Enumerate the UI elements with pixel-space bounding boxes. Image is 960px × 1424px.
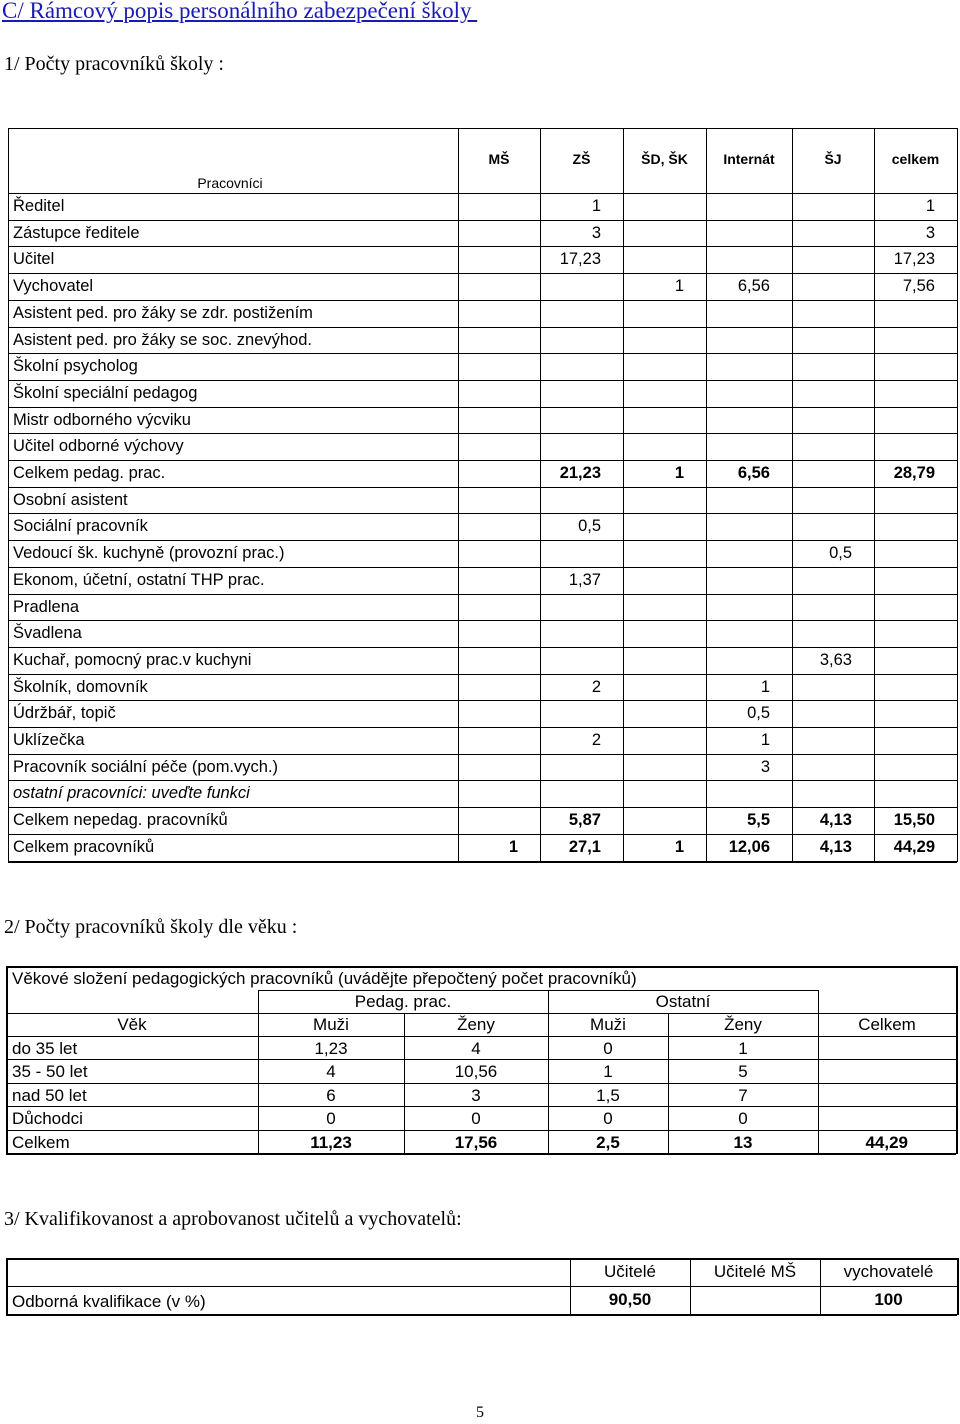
grid-line [792, 273, 793, 300]
table-cell: 28,79 [893, 464, 935, 482]
grid-line [957, 128, 958, 862]
grid-line [623, 754, 624, 780]
grid-line [623, 327, 624, 353]
grid-line [706, 487, 707, 513]
grid-line [623, 700, 624, 727]
grid-line [458, 513, 459, 540]
grid-line [540, 433, 541, 460]
grid-line [623, 353, 624, 380]
grid-line [874, 407, 875, 433]
row-label: Učitel odborné výchovy [13, 437, 184, 456]
grid-line [874, 700, 875, 727]
table-cell: 4 [326, 1062, 336, 1082]
grid-line [458, 327, 459, 353]
grid-line [792, 300, 793, 327]
row-label: nad 50 let [12, 1085, 87, 1105]
grid-line [874, 380, 875, 407]
grid-line [458, 780, 459, 807]
table-cell: 12,06 [728, 837, 770, 856]
table-cell: 0,5 [578, 517, 601, 536]
grid-line [458, 407, 459, 433]
age-table-title: Věkové složení pedagogických pracovníků (uvádějte přepočtený počet pracovníků) [12, 969, 637, 988]
grid-line [8, 567, 957, 568]
table-cell: 100 [874, 1290, 903, 1309]
grid-line [623, 246, 624, 273]
table-cell: 0 [603, 1039, 613, 1058]
table-cell: 2 [591, 731, 601, 749]
grid-line [792, 380, 793, 407]
row-label: Mistr odborného výcviku [13, 410, 191, 429]
row-label: Švadlena [13, 624, 82, 643]
grid-line [540, 300, 541, 327]
table-cell: 2 [591, 677, 601, 696]
column-header: Muži [590, 1015, 626, 1034]
row-label: Odborná kvalifikace (v %) [12, 1292, 206, 1311]
row-label: Pradlena [13, 597, 80, 616]
row-label: ostatní pracovníci: uveďte funkci [13, 784, 250, 803]
section-1-title: 1/ Počty pracovníků školy : [4, 53, 224, 75]
grid-line [540, 273, 541, 300]
row-label: Vychovatel [13, 277, 94, 296]
grid-line [792, 193, 793, 220]
table-cell: 90,50 [608, 1290, 652, 1309]
column-header: ŠD, ŠK [641, 151, 688, 167]
grid-line [706, 353, 707, 380]
group-header-ostatni: Ostatní [655, 992, 711, 1011]
grid-line [8, 754, 957, 755]
grid-line [540, 700, 541, 727]
grid-line [8, 460, 957, 461]
table-cell: 1 [925, 197, 935, 215]
row-label: Celkem nepedag. pracovníků [13, 811, 228, 830]
grid-line [792, 567, 793, 594]
grid-line [706, 246, 707, 273]
grid-line [623, 727, 624, 754]
grid-line [6, 1314, 957, 1316]
table-cell: 0 [738, 1109, 748, 1129]
grid-line [458, 433, 459, 460]
grid-line [540, 754, 541, 780]
grid-line [623, 193, 624, 220]
row-label: Školní speciální pedagog [13, 383, 198, 402]
grid-line [258, 990, 818, 991]
grid-line [540, 487, 541, 513]
grid-line [792, 594, 793, 620]
grid-line [874, 754, 875, 780]
table-cell: 6,56 [737, 277, 770, 296]
grid-line [706, 780, 707, 807]
grid-line [8, 807, 957, 808]
table-cell: 5,87 [568, 811, 601, 830]
grid-line [792, 487, 793, 513]
grid-line [8, 128, 9, 861]
grid-line [8, 487, 957, 488]
table-cell: 2,5 [596, 1132, 620, 1152]
grid-line [458, 567, 459, 594]
grid-line [8, 834, 957, 835]
table-cell: 11,23 [310, 1132, 352, 1152]
row-label: Sociální pracovník [13, 517, 148, 536]
row-label: Školník, domovník [13, 677, 148, 696]
table-cell: 1 [760, 731, 770, 749]
table-cell: 1 [674, 464, 684, 482]
grid-line [540, 327, 541, 353]
row-label: Asistent ped. pro žáky se zdr. postižením [13, 303, 313, 322]
table-cell: 1 [760, 677, 770, 696]
grid-line [458, 594, 459, 620]
column-header: MŠ [488, 151, 510, 167]
column-header: Věk [117, 1015, 147, 1034]
grid-line [6, 1153, 956, 1155]
row-label: 35 - 50 let [12, 1062, 88, 1082]
grid-line [706, 380, 707, 407]
group-header-pedag: Pedag. prac. [354, 992, 452, 1011]
grid-line [458, 727, 459, 754]
grid-line [623, 567, 624, 594]
grid-line [458, 353, 459, 380]
grid-line [540, 780, 541, 807]
row-label: Uklízečka [13, 731, 85, 749]
table-cell: 15,50 [893, 811, 935, 830]
grid-line [623, 407, 624, 433]
grid-line [792, 513, 793, 540]
table-cell: 4,13 [819, 811, 852, 830]
grid-line [706, 300, 707, 327]
grid-line [8, 300, 957, 301]
grid-line [458, 620, 459, 647]
column-header: Ženy [724, 1015, 762, 1034]
grid-line [792, 220, 793, 246]
grid-line [8, 780, 957, 781]
grid-line [8, 620, 957, 621]
grid-line [458, 220, 459, 246]
grid-line [458, 540, 459, 567]
table-cell: 1,5 [596, 1085, 620, 1105]
table-cell: 3 [471, 1085, 481, 1105]
grid-line [706, 193, 707, 220]
grid-line [458, 807, 459, 834]
table-cell: 4,13 [819, 837, 852, 856]
table-cell: 3,63 [819, 650, 852, 669]
row-label: Ředitel [13, 197, 65, 215]
grid-line [874, 353, 875, 380]
grid-line [623, 380, 624, 407]
grid-line [8, 220, 957, 221]
section-2-title: 2/ Počty pracovníků školy dle věku : [4, 916, 298, 938]
table-cell: 6,56 [737, 464, 770, 482]
row-label: Celkem [12, 1132, 70, 1152]
table-cell: 1 [591, 197, 601, 215]
table-cell: 44,29 [865, 1132, 908, 1152]
table-cell: 7,56 [902, 277, 935, 296]
grid-line [8, 273, 957, 274]
grid-line [956, 966, 958, 1154]
grid-line [8, 353, 957, 354]
table-cell: 1,37 [568, 570, 601, 589]
grid-line [706, 647, 707, 674]
grid-line [623, 433, 624, 460]
row-label: Kuchař, pomocný prac.v kuchyni [13, 650, 252, 669]
grid-line [6, 966, 956, 968]
grid-line [874, 727, 875, 754]
table-cell: 3 [760, 757, 770, 776]
section-3-title: 3/ Kvalifikovanost a aprobovanost učitelů a vychovatelů: [4, 1208, 462, 1230]
grid-line [792, 353, 793, 380]
grid-line [706, 620, 707, 647]
grid-line [6, 1130, 956, 1131]
row-label: Pracovník sociální péče (pom.vych.) [13, 757, 279, 776]
grid-line [874, 300, 875, 327]
grid-line [818, 990, 819, 1013]
grid-line [706, 594, 707, 620]
grid-line [6, 1106, 956, 1107]
grid-line [458, 754, 459, 780]
table-cell: 0,5 [829, 544, 852, 563]
grid-line [706, 327, 707, 353]
column-header: Celkem [858, 1015, 916, 1034]
grid-line [458, 273, 459, 300]
grid-line [623, 300, 624, 327]
grid-line [623, 594, 624, 620]
table-cell: 0,5 [747, 704, 770, 723]
table-cell: 3 [591, 223, 601, 242]
grid-line [458, 300, 459, 327]
grid-line [6, 1013, 956, 1014]
page-number: 5 [476, 1404, 484, 1421]
grid-line [8, 594, 957, 595]
table-cell: 13 [733, 1132, 753, 1152]
column-header: ŠJ [824, 151, 842, 167]
grid-line [8, 380, 957, 381]
row-label: Školní psycholog [13, 357, 138, 376]
section-title: C/ Rámcový popis personálního zabezpečení školy [2, 0, 478, 23]
column-header: Učitelé [604, 1262, 656, 1281]
table-cell: 0 [603, 1109, 613, 1129]
grid-line [874, 620, 875, 647]
table-cell: 0 [471, 1109, 481, 1129]
grid-line [792, 780, 793, 807]
grid-line [623, 513, 624, 540]
grid-line [792, 327, 793, 353]
grid-line [792, 754, 793, 780]
grid-line [874, 513, 875, 540]
column-header: Učitelé MŠ [713, 1262, 797, 1281]
grid-line [874, 674, 875, 700]
grid-line [8, 727, 957, 728]
row-label: Celkem pedag. prac. [13, 464, 166, 482]
grid-line [792, 407, 793, 433]
column-header: Muži [313, 1015, 349, 1034]
grid-line [874, 567, 875, 594]
row-label: Asistent ped. pro žáky se soc. znevýhod. [13, 330, 312, 349]
column-header: Ženy [457, 1015, 495, 1034]
grid-line [874, 594, 875, 620]
grid-line [540, 594, 541, 620]
grid-line [623, 674, 624, 700]
grid-line [8, 540, 957, 541]
table-cell: 1 [674, 837, 684, 856]
grid-line [8, 246, 957, 247]
grid-line [792, 727, 793, 754]
grid-line [874, 487, 875, 513]
row-label: do 35 let [12, 1039, 78, 1058]
grid-line [458, 647, 459, 674]
grid-line [623, 487, 624, 513]
grid-line [623, 647, 624, 674]
grid-line [792, 246, 793, 273]
grid-line [706, 407, 707, 433]
grid-line [458, 246, 459, 273]
table-cell: 10,56 [454, 1062, 498, 1082]
grid-line [792, 674, 793, 700]
grid-line [623, 220, 624, 246]
table-cell: 5 [738, 1062, 748, 1082]
grid-line [540, 353, 541, 380]
grid-line [8, 861, 957, 863]
grid-line [792, 620, 793, 647]
grid-line [540, 620, 541, 647]
table-cell: 4 [471, 1039, 481, 1058]
grid-line [6, 1036, 956, 1037]
table-cell: 1 [738, 1039, 748, 1058]
grid-line [8, 327, 957, 328]
grid-line [540, 540, 541, 567]
row-label: Ekonom, účetní, ostatní THP prac. [13, 570, 265, 589]
table-cell: 17,56 [454, 1132, 498, 1152]
grid-line [957, 1258, 959, 1315]
column-header: vychovatelé [843, 1262, 934, 1281]
table-cell: 3 [925, 223, 935, 242]
grid-line [458, 380, 459, 407]
row-label: Důchodci [12, 1109, 83, 1129]
grid-line [458, 700, 459, 727]
grid-line [874, 433, 875, 460]
grid-line [792, 460, 793, 487]
grid-line [874, 647, 875, 674]
grid-line [8, 513, 957, 514]
grid-line [6, 1059, 956, 1060]
table-cell: 17,23 [893, 250, 935, 269]
grid-line [623, 540, 624, 567]
row-label: Celkem pracovníků [13, 837, 155, 856]
row-label: Osobní asistent [13, 490, 128, 509]
grid-line [792, 700, 793, 727]
grid-line [706, 540, 707, 567]
grid-line [6, 966, 8, 1154]
grid-line [706, 433, 707, 460]
grid-line [458, 460, 459, 487]
row-label: Zástupce ředitele [13, 223, 140, 242]
grid-line [706, 567, 707, 594]
grid-line [540, 647, 541, 674]
grid-line [8, 128, 957, 129]
grid-line [706, 513, 707, 540]
grid-line [874, 540, 875, 567]
row-label: Učitel [13, 250, 55, 269]
grid-line [540, 380, 541, 407]
grid-line [540, 407, 541, 433]
column-header: celkem [891, 151, 940, 167]
grid-line [706, 220, 707, 246]
grid-line [6, 1286, 957, 1287]
grid-line [458, 674, 459, 700]
table-cell: 1 [508, 837, 518, 856]
row-label: Údržbář, topič [13, 704, 116, 723]
table-cell: 1 [603, 1062, 613, 1082]
table-cell: 44,29 [893, 837, 935, 856]
grid-line [623, 807, 624, 834]
column-header: ZŠ [572, 151, 591, 167]
column-header: Internát [723, 151, 775, 167]
grid-line [792, 433, 793, 460]
row-label: Vedoucí šk. kuchyně (provozní prac.) [13, 544, 285, 563]
grid-line [874, 780, 875, 807]
table-cell: 5,5 [747, 811, 770, 830]
table-cell: 27,1 [568, 837, 601, 856]
grid-line [8, 674, 957, 675]
grid-line [8, 433, 957, 434]
grid-line [874, 327, 875, 353]
grid-line [8, 407, 957, 408]
grid-line [458, 193, 459, 220]
grid-line [6, 1083, 956, 1084]
grid-line [8, 193, 957, 194]
table-cell: 0 [326, 1109, 336, 1129]
grid-line [623, 780, 624, 807]
corner-header: Pracovníci [197, 175, 263, 191]
grid-line [6, 1258, 957, 1260]
grid-line [8, 700, 957, 701]
table-cell: 6 [326, 1085, 336, 1105]
grid-line [623, 620, 624, 647]
table-cell: 7 [738, 1085, 748, 1105]
grid-line [8, 647, 957, 648]
grid-line [458, 487, 459, 513]
grid-line [6, 1258, 8, 1315]
table-cell: 1 [674, 277, 684, 296]
table-cell: 1,23 [314, 1039, 348, 1058]
table-cell: 17,23 [559, 250, 601, 269]
table-cell: 21,23 [559, 464, 601, 482]
